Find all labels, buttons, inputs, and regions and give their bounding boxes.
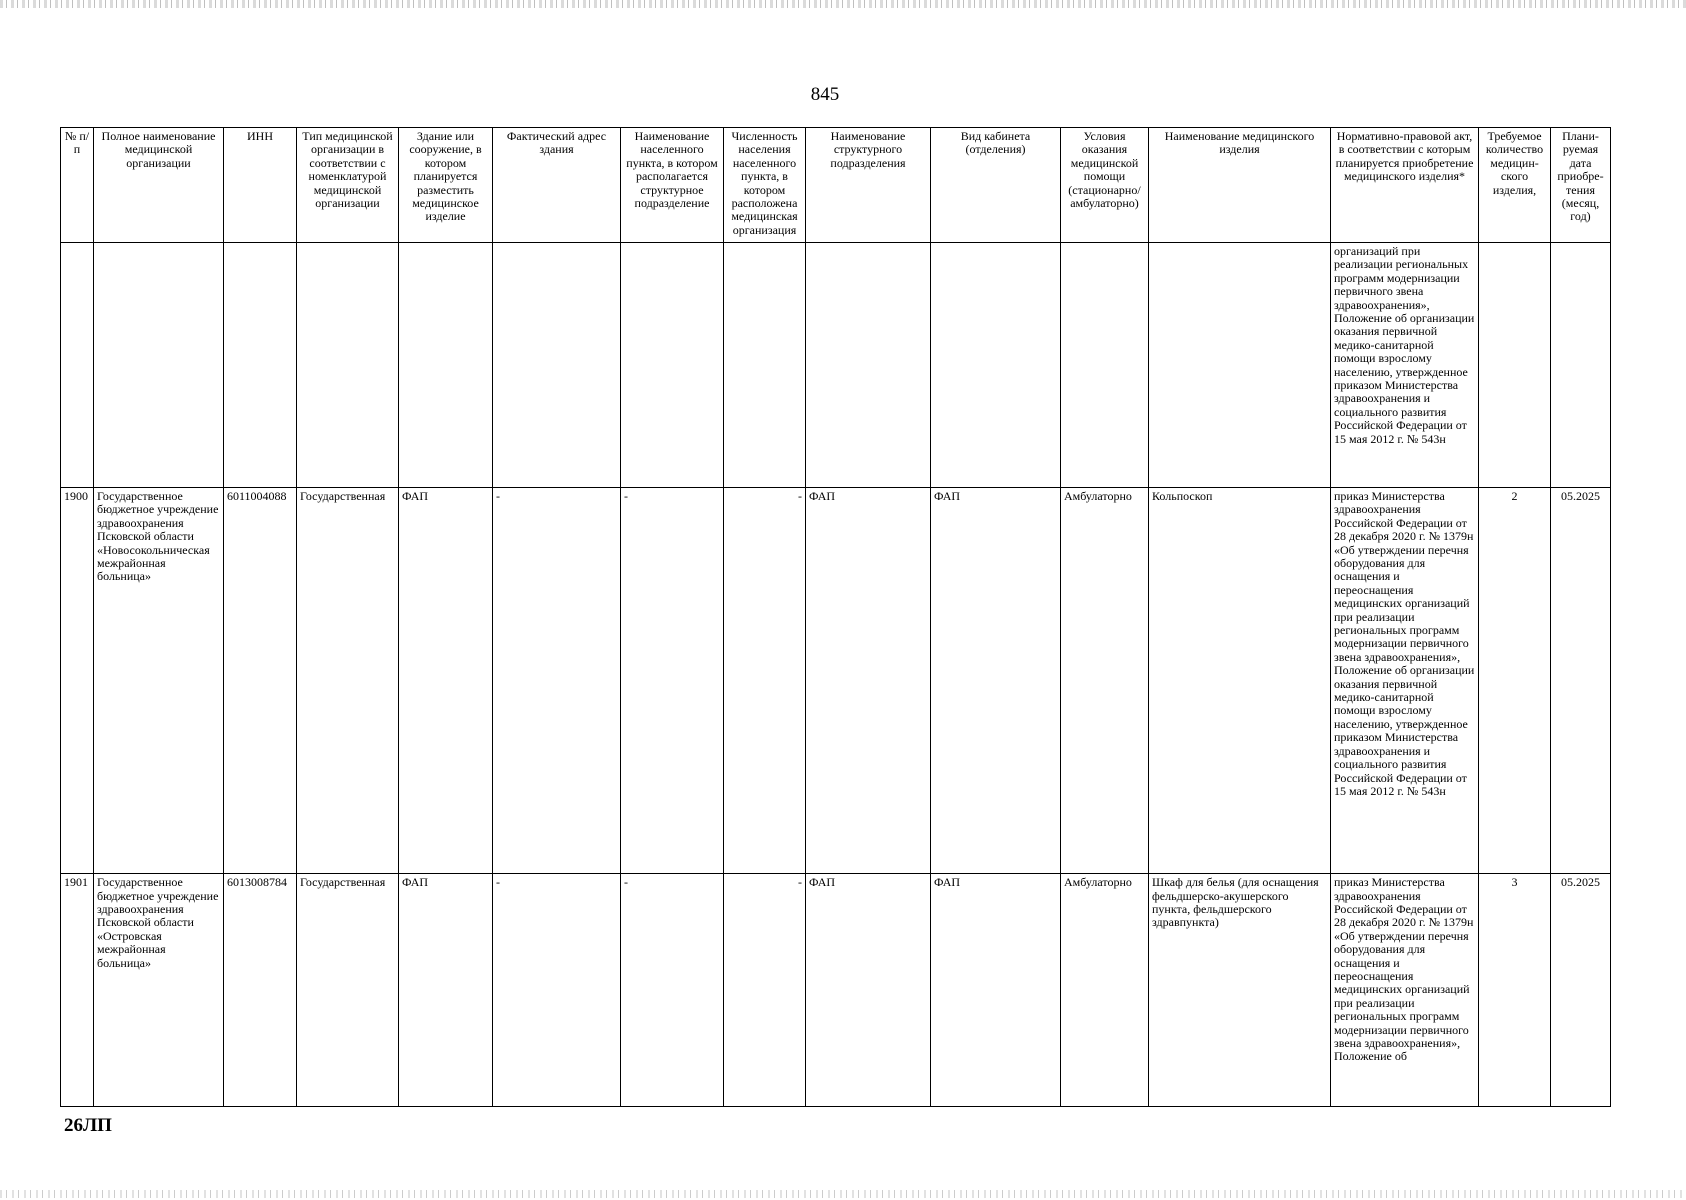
page-number: 845 bbox=[810, 84, 840, 105]
cell-date: 05.2025 bbox=[1551, 487, 1611, 873]
cell-device: Кольпоскоп bbox=[1149, 487, 1331, 873]
cell-settlement: - bbox=[621, 874, 724, 1107]
cell-date: 05.2025 bbox=[1551, 874, 1611, 1107]
medical-equipment-table bbox=[60, 127, 1611, 1107]
table-row bbox=[61, 487, 1611, 873]
cell-quantity: 2 bbox=[1479, 487, 1551, 873]
cell-building: ФАП bbox=[399, 487, 493, 873]
cell-cabinet: ФАП bbox=[931, 487, 1061, 873]
header-inn: ИНН bbox=[224, 128, 297, 243]
cell-unit: ФАП bbox=[806, 487, 931, 873]
header-num: № п/п bbox=[61, 128, 94, 243]
header-population: Численность населения населенного пункта, в котором расположена медицинская организация bbox=[724, 128, 806, 243]
table-row bbox=[61, 874, 1611, 1107]
cell-address: - bbox=[493, 487, 621, 873]
header-conditions: Условия оказания медицинской помощи (стационарно/ амбулаторно) bbox=[1061, 128, 1149, 243]
cell-inn: 6013008784 bbox=[224, 874, 297, 1107]
scan-edge-bottom bbox=[0, 1190, 1686, 1198]
cell-org: Государственное бюджетное учреждение здравоохранения Псковской области «Островская межрайонная больница» bbox=[94, 874, 224, 1107]
cell-address: - bbox=[493, 874, 621, 1107]
header-settlement: Наименование населенного пункта, в котором располагается структурное подразделение bbox=[621, 128, 724, 243]
cell-org-type: Государственная bbox=[297, 487, 399, 873]
cell-population: - bbox=[724, 874, 806, 1107]
cell-num: 1901 bbox=[61, 874, 94, 1107]
header-address: Фактический адрес здания bbox=[493, 128, 621, 243]
cell-org: Государственное бюджетное учреждение здравоохранения Псковской области «Новосокольническая межрайонная больница» bbox=[94, 487, 224, 873]
header-quantity: Требуемое количество медицин-ского изделия, bbox=[1479, 128, 1551, 243]
table-header-row bbox=[61, 128, 1611, 243]
cell-org-type: Государственная bbox=[297, 874, 399, 1107]
cell-device: Шкаф для белья (для оснащения фельдшерско-акушерского пункта, фельдшерского здравпункта) bbox=[1149, 874, 1331, 1107]
table-row-continuation bbox=[61, 243, 1611, 488]
cell-quantity: 3 bbox=[1479, 874, 1551, 1107]
scan-edge-top bbox=[0, 0, 1686, 8]
cell-conditions: Амбулаторно bbox=[1061, 874, 1149, 1107]
cell-act: организаций при реализации региональных программ модернизации первичного звена здравоохранения», Положение об организации оказания первичной медико-санитарной помощи взрослому населению, утвержденное приказом Министерства здравоохранения и социального развития Российской Федерации от 15 мая 2012 г. № 543н bbox=[1331, 243, 1479, 488]
cell-act: приказ Министерства здравоохранения Российской Федерации от 28 декабря 2020 г. № 1379н «Об утверждении перечня оборудования для оснащения и переоснащения медицинских организаций при реализации региональных программ модернизации первичного звена здравоохранения», Положение об bbox=[1331, 874, 1479, 1107]
cell-settlement: - bbox=[621, 487, 724, 873]
cell-unit: ФАП bbox=[806, 874, 931, 1107]
header-date: Плани-руемая дата приобре-тения (месяц, год) bbox=[1551, 128, 1611, 243]
header-cabinet: Вид кабинета (отделения) bbox=[931, 128, 1061, 243]
cell-inn: 6011004088 bbox=[224, 487, 297, 873]
cell-cabinet: ФАП bbox=[931, 874, 1061, 1107]
header-act: Нормативно-правовой акт, в соответствии с которым планируется приобретение медицинского изделия* bbox=[1331, 128, 1479, 243]
header-unit: Наименование структурного подразделения bbox=[806, 128, 931, 243]
header-org: Полное наименование медицинской организации bbox=[94, 128, 224, 243]
cell-num: 1900 bbox=[61, 487, 94, 873]
header-org-type: Тип медицинской организации в соответствии с номенклатурой медицинской организации bbox=[297, 128, 399, 243]
footer-document-code: 26ЛП bbox=[64, 1115, 112, 1136]
header-building: Здание или сооружение, в котором планируется разместить медицинское изделие bbox=[399, 128, 493, 243]
cell-act: приказ Министерства здравоохранения Российской Федерации от 28 декабря 2020 г. № 1379н «Об утверждении перечня оборудования для оснащения и переоснащения медицинских организаций при реализации региональных программ модернизации первичного звена здравоохранения», Положение об организации оказания первичной медико-санитарной помощи взрослому населению, утвержденное приказом Министерства здравоохранения и социального развития Российской Федерации от 15 мая 2012 г. № 543н bbox=[1331, 487, 1479, 873]
cell-building: ФАП bbox=[399, 874, 493, 1107]
cell-conditions: Амбулаторно bbox=[1061, 487, 1149, 873]
cell-population: - bbox=[724, 487, 806, 873]
header-device: Наименование медицинского изделия bbox=[1149, 128, 1331, 243]
